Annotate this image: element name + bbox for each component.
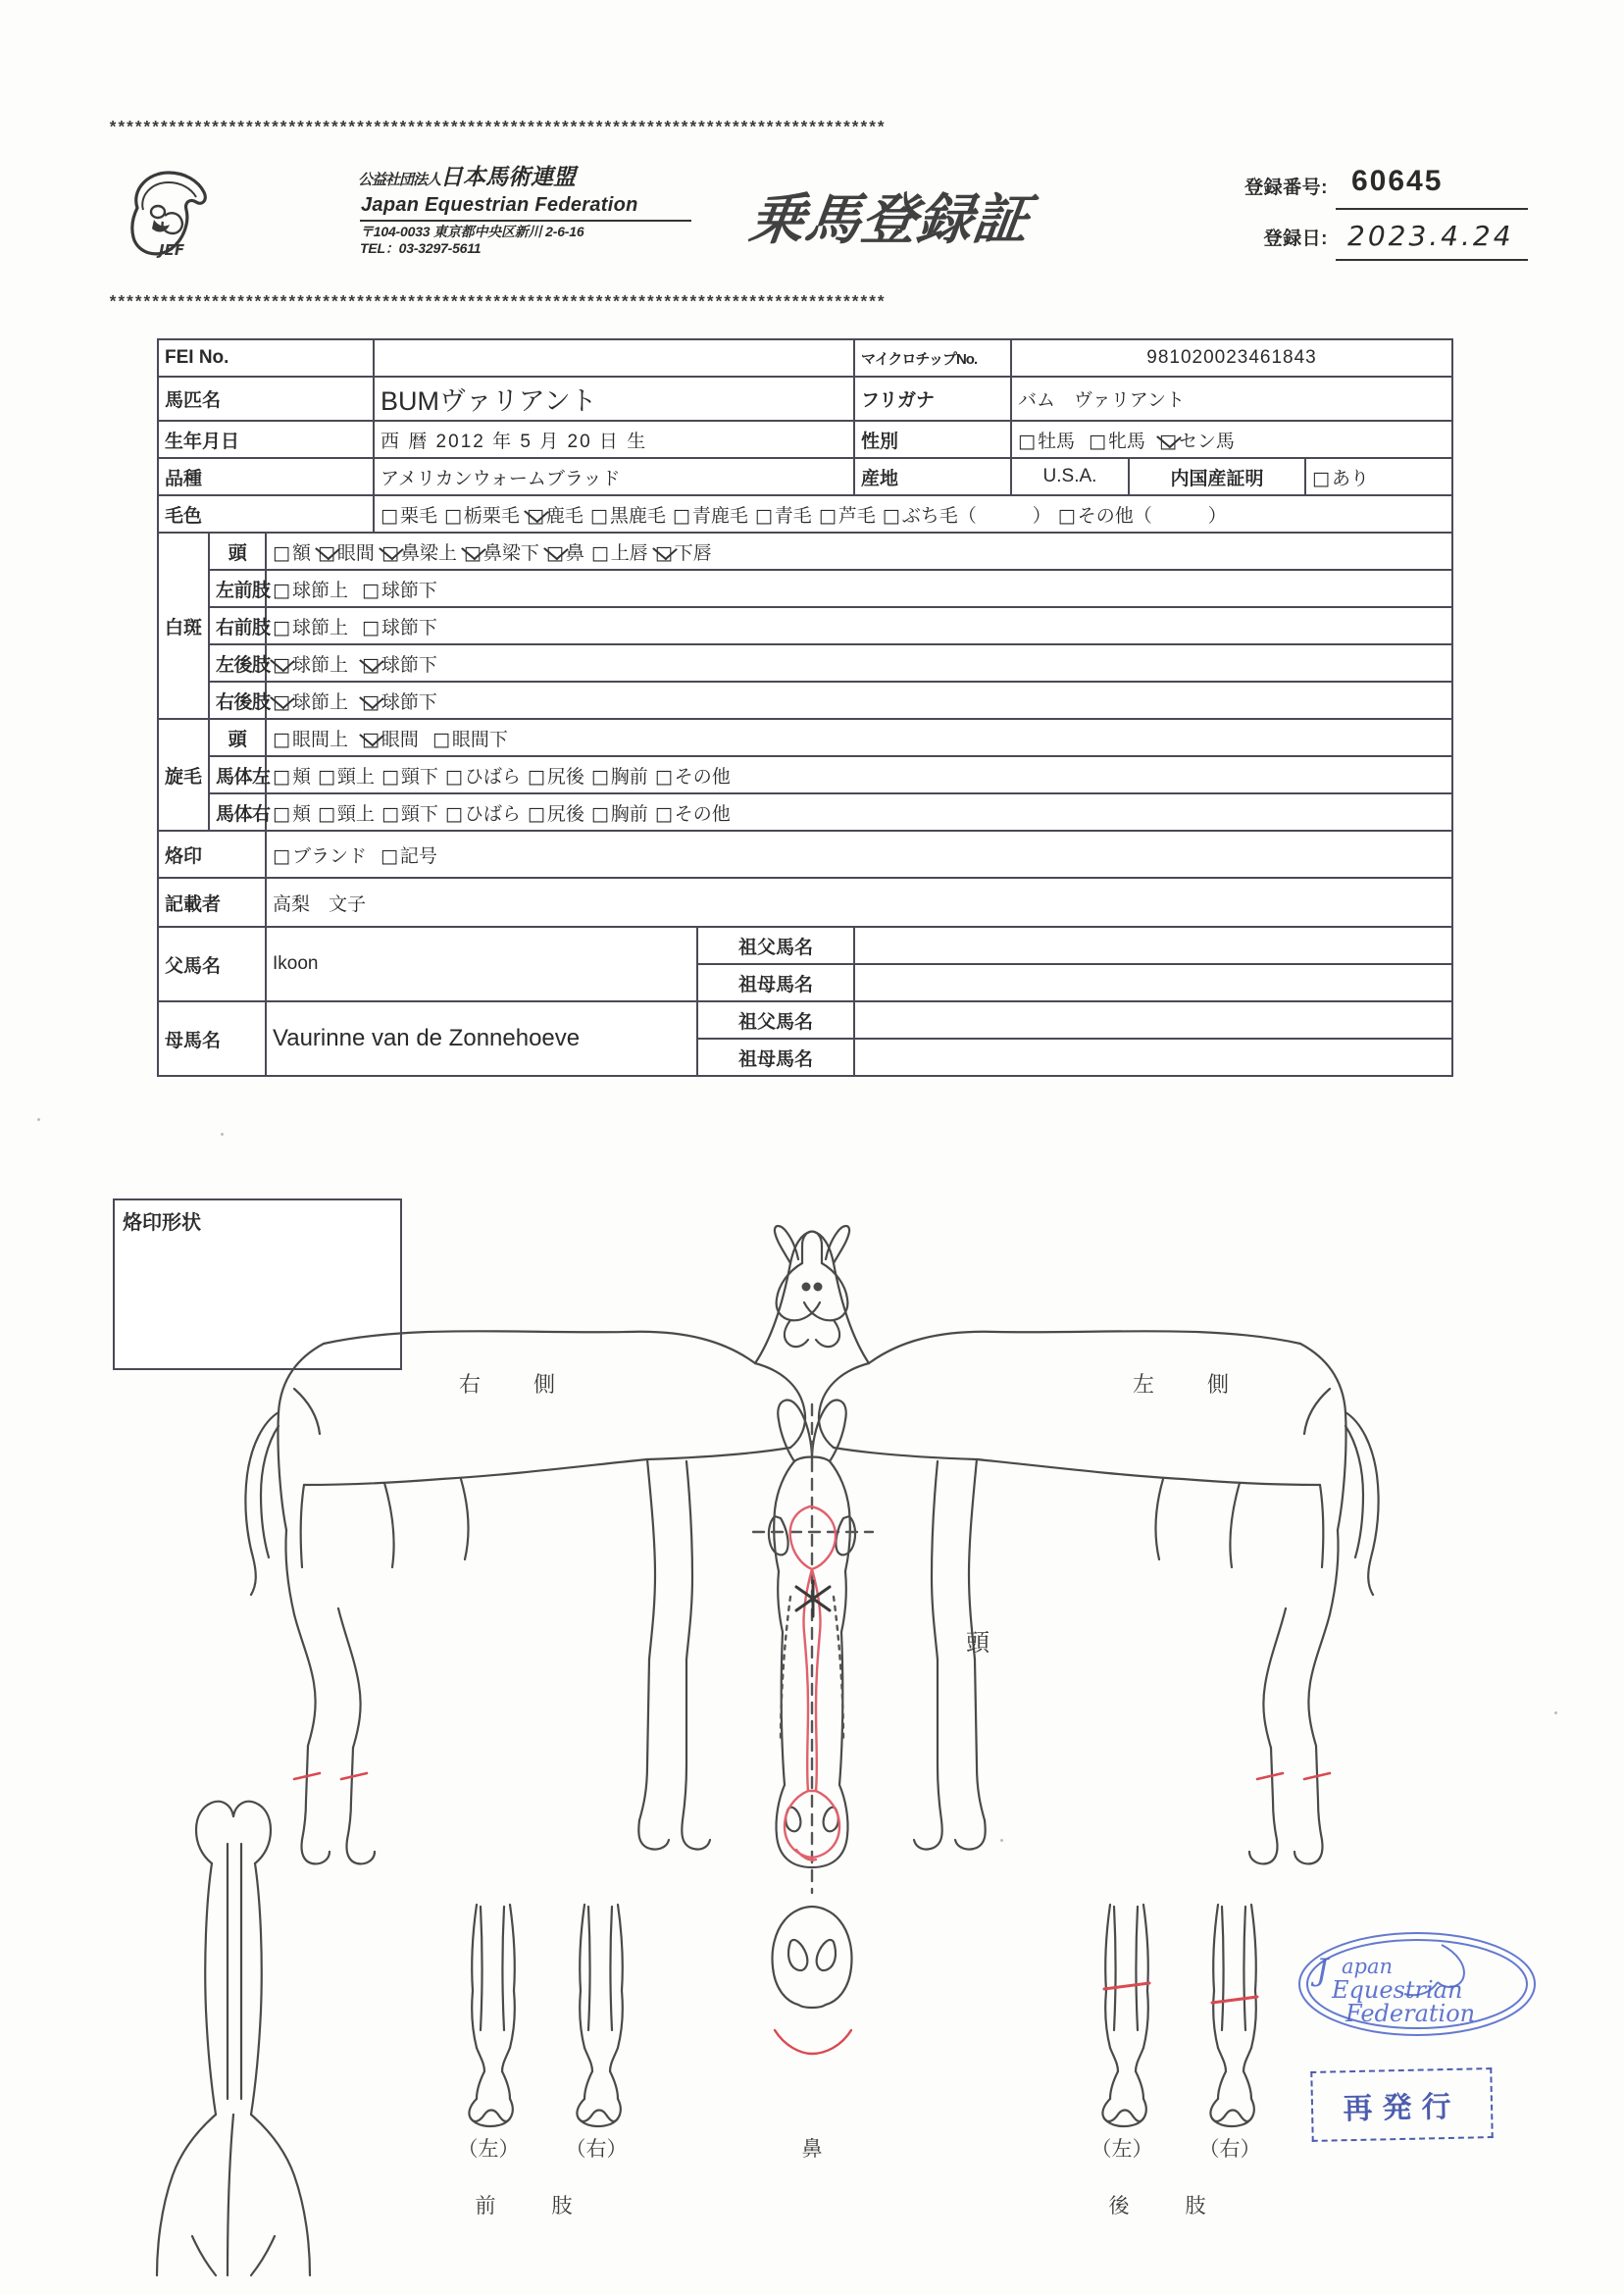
hind-right-label: （右） bbox=[1198, 2138, 1261, 2161]
head-diagram-label: 頭 bbox=[966, 1630, 990, 1657]
option-ぶち毛（ ）[interactable]: □ ぶち毛（ ） bbox=[882, 504, 1051, 527]
document-title: 乗馬登録証 bbox=[745, 188, 1034, 250]
option-胸前[interactable]: □ 胸前 bbox=[590, 802, 648, 825]
checkbox-icon: □ bbox=[381, 541, 399, 564]
white-part-label-1: 左前肢 bbox=[209, 570, 266, 607]
fore-left-label: （左） bbox=[457, 2138, 520, 2161]
checkbox-icon: □ bbox=[273, 616, 290, 638]
table-row-brand bbox=[158, 831, 1452, 878]
registration-number-underline bbox=[1336, 208, 1528, 210]
checkbox-icon: □ bbox=[317, 802, 335, 825]
jef-logo-icon bbox=[120, 165, 216, 263]
option-胸前[interactable]: □ 胸前 bbox=[590, 765, 648, 788]
whorl-label: 旋毛 bbox=[158, 719, 209, 831]
option-尻後[interactable]: □ 尻後 bbox=[527, 765, 584, 788]
option-球節上[interactable]: □ 球節上 bbox=[273, 653, 348, 676]
org-prefix-jp: 公益社団法人 bbox=[358, 172, 441, 188]
dam-value[interactable]: Vaurinne van de Zonnehoeve bbox=[266, 1001, 697, 1076]
furigana-label: フリガナ bbox=[854, 377, 1011, 421]
option-栃栗毛[interactable]: □ 栃栗毛 bbox=[443, 504, 520, 527]
sire-value[interactable]: Ikoon bbox=[266, 927, 697, 1001]
right-side-label: 右 側 bbox=[459, 1372, 572, 1397]
fore-right-label: （右） bbox=[565, 2138, 628, 2161]
stamp-line-2: Equestrian bbox=[1332, 1976, 1463, 2004]
white-part-label-0: 頭 bbox=[209, 533, 266, 570]
sire-granddam-label: 祖母馬名 bbox=[697, 964, 854, 1001]
white-options-0[interactable] bbox=[266, 533, 1452, 570]
checkbox-icon: □ bbox=[1088, 430, 1106, 452]
checkbox-icon: □ bbox=[273, 690, 290, 713]
option-下唇[interactable]: □ 下唇 bbox=[654, 541, 712, 564]
registration-block bbox=[1204, 165, 1528, 267]
checkbox-icon: □ bbox=[526, 504, 544, 527]
dam-grandsire-value[interactable] bbox=[854, 1001, 1452, 1039]
option-頸上[interactable]: □ 頸上 bbox=[317, 802, 375, 825]
checkbox-icon: □ bbox=[443, 504, 462, 527]
reissue-stamp: 再発行 bbox=[1310, 2067, 1493, 2142]
checkbox-icon: □ bbox=[1158, 430, 1177, 452]
microchip-value[interactable]: 981020023461843 bbox=[1011, 339, 1452, 377]
option-頸下[interactable]: □ 頸下 bbox=[381, 765, 438, 788]
option-牝馬[interactable]: □ 牝馬 bbox=[1088, 430, 1145, 452]
birth-date-label: 生年月日 bbox=[158, 421, 374, 458]
recorder-label: 記載者 bbox=[158, 878, 266, 927]
checkbox-icon: □ bbox=[654, 765, 673, 788]
checkbox-icon: □ bbox=[273, 728, 290, 750]
checkbox-icon: □ bbox=[380, 844, 398, 867]
sire-granddam-value[interactable] bbox=[854, 964, 1452, 1001]
brand-options[interactable] bbox=[266, 831, 1452, 878]
option-ブランド[interactable]: □ ブランド bbox=[273, 844, 367, 867]
fei-no-value[interactable] bbox=[374, 339, 854, 377]
checkbox-icon: □ bbox=[444, 802, 463, 825]
table-row-white-lh bbox=[158, 644, 1452, 682]
white-options-1[interactable] bbox=[266, 570, 1452, 607]
breed-label: 品種 bbox=[158, 458, 374, 495]
option-鹿毛[interactable]: □ 鹿毛 bbox=[526, 504, 584, 527]
org-address bbox=[360, 224, 584, 257]
star-rule-bottom: ******************************************************************************************* bbox=[108, 294, 885, 313]
dam-granddam-label: 祖母馬名 bbox=[697, 1039, 854, 1076]
option-青鹿毛[interactable]: □ 青鹿毛 bbox=[672, 504, 748, 527]
table-row-recorder bbox=[158, 878, 1452, 927]
registration-number-row bbox=[1204, 165, 1528, 216]
checkbox-icon: □ bbox=[361, 653, 380, 676]
checkbox-icon: □ bbox=[1312, 467, 1330, 489]
document-header bbox=[108, 147, 1532, 284]
checkbox-icon: □ bbox=[361, 579, 380, 601]
checkbox-icon: □ bbox=[444, 765, 463, 788]
option-上唇[interactable]: □ 上唇 bbox=[590, 541, 648, 564]
whorl-options-2[interactable] bbox=[266, 793, 1452, 831]
fore-limb-label: 前 肢 bbox=[475, 2195, 590, 2218]
checkbox-icon: □ bbox=[273, 579, 290, 601]
checkbox-icon: □ bbox=[590, 541, 609, 564]
white-options-3[interactable] bbox=[266, 644, 1452, 682]
address-line-2: TEL：03-3297-5611 bbox=[360, 240, 482, 257]
origin-label: 産地 bbox=[854, 458, 1011, 495]
horse-detail-table bbox=[157, 338, 1453, 1077]
furigana-value[interactable]: バム ヴァリアント bbox=[1011, 377, 1452, 421]
option-眼間[interactable]: □ 眼間 bbox=[317, 541, 375, 564]
checkbox-icon: □ bbox=[1057, 504, 1076, 527]
checkbox-icon: □ bbox=[273, 765, 290, 788]
checkbox-icon: □ bbox=[754, 504, 773, 527]
dam-granddam-value[interactable] bbox=[854, 1039, 1452, 1076]
breed-value[interactable]: アメリカンウォームブラッド bbox=[374, 458, 854, 495]
registration-date-underline bbox=[1336, 259, 1528, 261]
table-row-white-rf bbox=[158, 607, 1452, 644]
checkbox-icon: □ bbox=[361, 616, 380, 638]
option-芦毛[interactable]: □ 芦毛 bbox=[818, 504, 876, 527]
option-鼻梁上[interactable]: □ 鼻梁上 bbox=[381, 541, 457, 564]
recorder-value[interactable]: 高梨 文子 bbox=[266, 878, 1452, 927]
checkbox-icon: □ bbox=[273, 844, 290, 867]
checkbox-icon: □ bbox=[545, 541, 564, 564]
star-rule-top: ******************************************************************************************* bbox=[108, 120, 885, 138]
org-name-en: Japan Equestrian Federation bbox=[361, 194, 638, 216]
horse-name-value[interactable]: BUMヴァリアント bbox=[374, 377, 854, 421]
checkbox-icon: □ bbox=[317, 765, 335, 788]
table-row-white-lf bbox=[158, 570, 1452, 607]
option-球節下[interactable]: □ 球節下 bbox=[361, 690, 437, 713]
option-その他[interactable]: □ その他 bbox=[654, 802, 731, 825]
table-row-whorl-left bbox=[158, 756, 1452, 793]
dam-grandsire-label: 祖父馬名 bbox=[697, 1001, 854, 1039]
svg-text:J: J bbox=[1316, 1953, 1329, 1988]
table-row-whorl-head bbox=[158, 719, 1452, 756]
brand-label: 烙印 bbox=[158, 831, 266, 878]
checkbox-icon: □ bbox=[381, 802, 399, 825]
table-row-sire bbox=[158, 927, 1452, 964]
checkbox-icon: □ bbox=[273, 541, 290, 564]
white-part-label-4: 右後肢 bbox=[209, 682, 266, 719]
table-row-whorl-right bbox=[158, 793, 1452, 831]
option-頬[interactable]: □ 頬 bbox=[273, 802, 311, 825]
option-セン馬[interactable]: □ セン馬 bbox=[1158, 430, 1235, 452]
option-眼間上[interactable]: □ 眼間上 bbox=[273, 728, 348, 750]
checkbox-icon: □ bbox=[381, 504, 398, 527]
checkbox-icon: □ bbox=[527, 765, 545, 788]
option-ひばら[interactable]: □ ひばら bbox=[444, 802, 521, 825]
org-main-jp: 日本馬術連盟 bbox=[440, 164, 577, 189]
white-part-label-3: 左後肢 bbox=[209, 644, 266, 682]
coat-color-options[interactable] bbox=[374, 495, 1452, 533]
option-頬[interactable]: □ 頬 bbox=[273, 765, 311, 788]
whorl-options-0[interactable] bbox=[266, 719, 1452, 756]
option-球節下[interactable]: □ 球節下 bbox=[361, 579, 437, 601]
checkbox-icon: □ bbox=[431, 728, 450, 750]
birth-date-value[interactable]: 西 暦 2012 年 5 月 20 日 生 bbox=[374, 421, 854, 458]
microchip-label: マイクロチップNo. bbox=[854, 339, 1011, 377]
stamp-line-1: apan bbox=[1342, 1955, 1394, 1978]
option-頸下[interactable]: □ 頸下 bbox=[381, 802, 438, 825]
white-options-4[interactable] bbox=[266, 682, 1452, 719]
option-額[interactable]: □ 額 bbox=[273, 541, 311, 564]
checkbox-icon: □ bbox=[672, 504, 690, 527]
option-その他[interactable]: □ その他 bbox=[654, 765, 731, 788]
table-row-coat bbox=[158, 495, 1452, 533]
sire-grandsire-value[interactable] bbox=[854, 927, 1452, 964]
sire-grandsire-label: 祖父馬名 bbox=[697, 927, 854, 964]
table-row-white-rh bbox=[158, 682, 1452, 719]
checkbox-icon: □ bbox=[463, 541, 482, 564]
whorl-part-label-0: 頭 bbox=[209, 719, 266, 756]
registration-number-label: 登録番号: bbox=[1244, 178, 1328, 198]
table-row-name bbox=[158, 377, 1452, 421]
checkbox-icon: □ bbox=[882, 504, 900, 527]
option-あり[interactable]: □ あり bbox=[1312, 467, 1369, 489]
table-row-white-head bbox=[158, 533, 1452, 570]
checkbox-icon: □ bbox=[654, 541, 673, 564]
hind-limb-label: 後 肢 bbox=[1108, 2195, 1224, 2218]
option-牡馬[interactable]: □ 牡馬 bbox=[1018, 430, 1075, 452]
option-眼間[interactable]: □ 眼間 bbox=[361, 728, 419, 750]
checkbox-icon: □ bbox=[361, 728, 380, 750]
whorl-part-label-2: 馬体右 bbox=[209, 793, 266, 831]
option-球節上[interactable]: □ 球節上 bbox=[273, 616, 348, 638]
stamp-line-3: Federation bbox=[1345, 2000, 1476, 2027]
checkbox-icon: □ bbox=[590, 802, 609, 825]
origin-value[interactable]: U.S.A. bbox=[1011, 458, 1129, 495]
domestic-cert-option[interactable] bbox=[1305, 458, 1452, 495]
option-黒鹿毛[interactable]: □ 黒鹿毛 bbox=[589, 504, 666, 527]
option-頸上[interactable]: □ 頸上 bbox=[317, 765, 375, 788]
white-options-2[interactable] bbox=[266, 607, 1452, 644]
address-line-1: 〒104-0033 東京都中央区新川 2-6-16 bbox=[360, 224, 584, 239]
header-divider bbox=[360, 220, 691, 222]
whorl-part-label-1: 馬体左 bbox=[209, 756, 266, 793]
option-青毛[interactable]: □ 青毛 bbox=[754, 504, 812, 527]
checkbox-icon: □ bbox=[818, 504, 837, 527]
org-name-jp bbox=[358, 159, 576, 191]
white-part-label-2: 右前肢 bbox=[209, 607, 266, 644]
table-row-breed-origin bbox=[158, 458, 1452, 495]
option-記号[interactable]: □ 記号 bbox=[380, 844, 437, 867]
registration-date-row bbox=[1204, 216, 1528, 267]
sex-label: 性別 bbox=[854, 421, 1011, 458]
nose-label: 鼻 bbox=[801, 2138, 823, 2161]
option-ひばら[interactable]: □ ひばら bbox=[444, 765, 521, 788]
table-row-fei bbox=[158, 339, 1452, 377]
registration-date-value: 2023.4.24 bbox=[1347, 220, 1514, 252]
option-鼻梁下[interactable]: □ 鼻梁下 bbox=[463, 541, 539, 564]
option-尻後[interactable]: □ 尻後 bbox=[527, 802, 584, 825]
svg-text:JEF: JEF bbox=[159, 241, 185, 259]
option-鼻[interactable]: □ 鼻 bbox=[545, 541, 584, 564]
checkbox-icon: □ bbox=[361, 690, 380, 713]
checkbox-icon: □ bbox=[589, 504, 608, 527]
table-row-birth-sex bbox=[158, 421, 1452, 458]
sex-options[interactable] bbox=[1011, 421, 1452, 458]
option-球節下[interactable]: □ 球節下 bbox=[361, 616, 437, 638]
whorl-options-1[interactable] bbox=[266, 756, 1452, 793]
option-球節上[interactable]: □ 球節上 bbox=[273, 579, 348, 601]
option-栗毛[interactable]: □ 栗毛 bbox=[381, 504, 437, 527]
white-markings-label: 白斑 bbox=[158, 533, 209, 719]
option-その他（ ）[interactable]: □ その他（ ） bbox=[1057, 504, 1227, 527]
registration-date-label: 登録日: bbox=[1263, 229, 1328, 249]
registration-number-value: 60645 bbox=[1351, 165, 1444, 197]
checkbox-icon: □ bbox=[317, 541, 335, 564]
horse-name-label: 馬匹名 bbox=[158, 377, 374, 421]
option-球節下[interactable]: □ 球節下 bbox=[361, 653, 437, 676]
checkbox-icon: □ bbox=[273, 802, 290, 825]
checkbox-icon: □ bbox=[527, 802, 545, 825]
checkbox-icon: □ bbox=[381, 765, 399, 788]
domestic-cert-label: 内国産証明 bbox=[1129, 458, 1305, 495]
jef-official-stamp bbox=[1294, 1927, 1540, 2045]
dam-label: 母馬名 bbox=[158, 1001, 266, 1076]
checkbox-icon: □ bbox=[590, 765, 609, 788]
left-side-label: 左 側 bbox=[1133, 1372, 1245, 1397]
hind-left-label: （左） bbox=[1091, 2138, 1153, 2161]
option-球節上[interactable]: □ 球節上 bbox=[273, 690, 348, 713]
option-眼間下[interactable]: □ 眼間下 bbox=[431, 728, 508, 750]
brand-shape-label: 烙印形状 bbox=[123, 1212, 201, 1234]
checkbox-icon: □ bbox=[654, 802, 673, 825]
fei-no-label: FEI No. bbox=[158, 339, 374, 377]
sire-label: 父馬名 bbox=[158, 927, 266, 1001]
checkbox-icon: □ bbox=[273, 653, 290, 676]
coat-color-label: 毛色 bbox=[158, 495, 374, 533]
checkbox-icon: □ bbox=[1018, 430, 1036, 452]
table-row-dam bbox=[158, 1001, 1452, 1039]
